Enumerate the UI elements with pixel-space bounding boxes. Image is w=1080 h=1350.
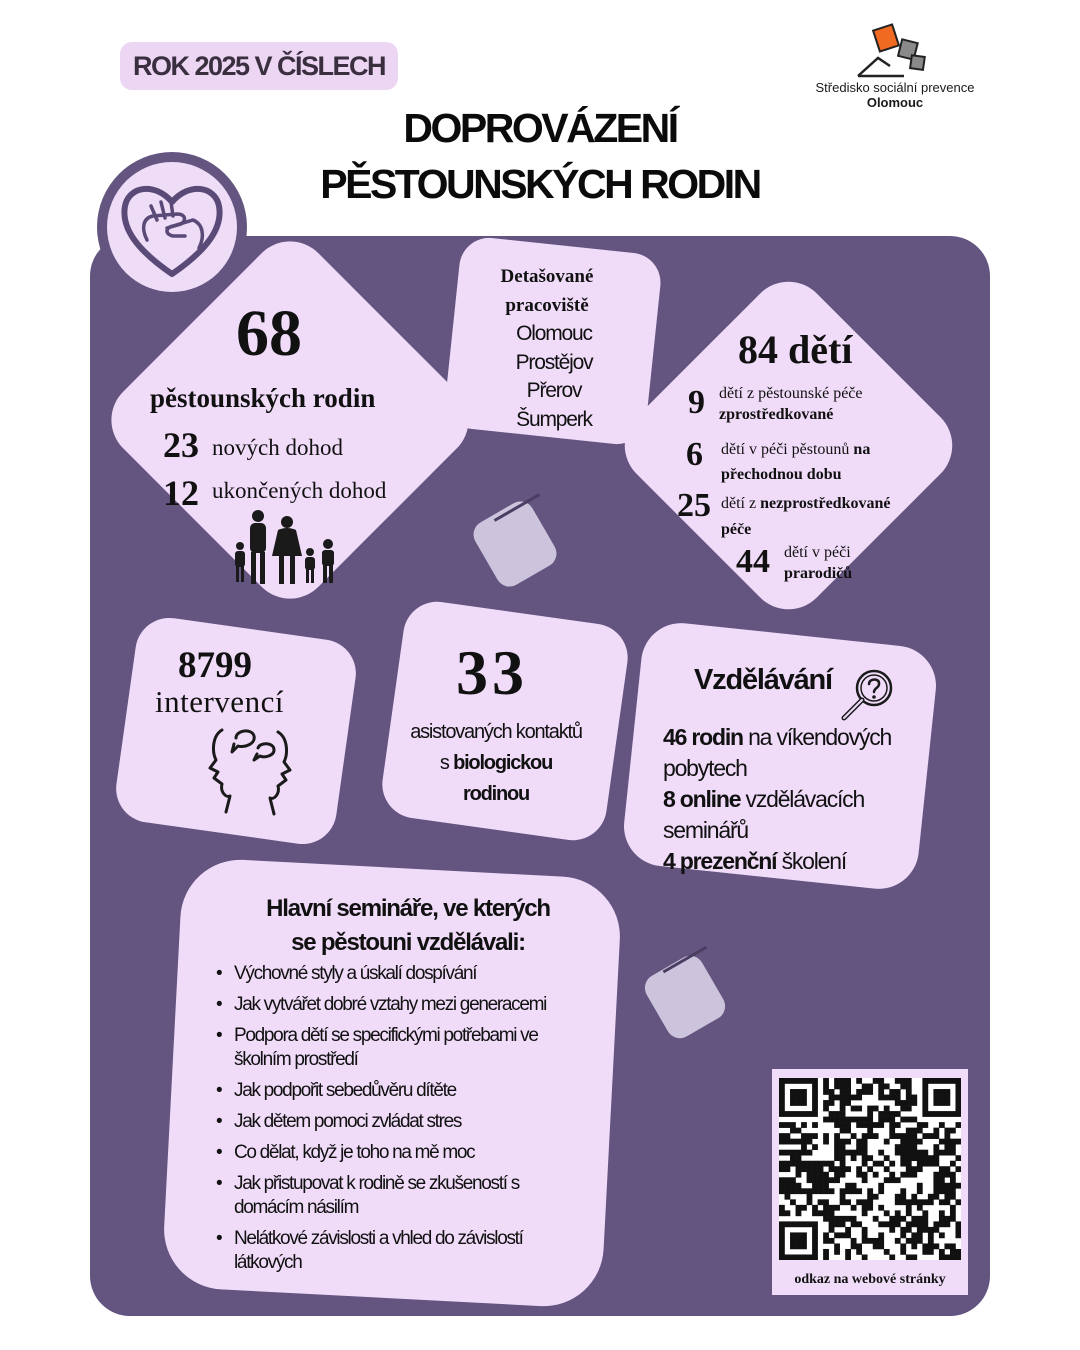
seminar-item: • Jak dětem pomoci zvládat stres <box>214 1110 584 1134</box>
title-line2: PĚSTOUNSKÝCH RODIN <box>320 161 760 207</box>
children-row-num: 44 <box>736 543 770 580</box>
office-item: Olomouc <box>516 322 592 345</box>
education-item-text: školení <box>781 848 847 874</box>
families-label: pěstounských rodin <box>150 383 376 413</box>
new-agreements-label: nových dohod <box>212 435 343 460</box>
office-item: Přerov <box>526 379 582 402</box>
education-item <box>663 784 913 846</box>
interventions-count: 8799 <box>178 645 252 686</box>
organization-logo <box>856 20 936 80</box>
seminar-item: • Nelátkové závislosti a vhled do závislostí látkových <box>214 1227 584 1275</box>
ended-agreements-count: 12 <box>163 473 199 513</box>
seminar-item: • Jak podpořit sebedůvěru dítěte <box>214 1079 584 1103</box>
seminars-list-container <box>214 962 584 1282</box>
offices-heading-line1: Detašované <box>500 266 594 287</box>
seminars-list <box>214 962 584 1275</box>
seminars-title-line1: Hlavní semináře, ve kterých <box>266 895 550 922</box>
seminar-item: • Co dělat, když je toho na mě moc <box>214 1141 584 1165</box>
seminars-title-line2: se pěstouni vzdělávali: <box>291 929 525 956</box>
new-agreements-count: 23 <box>163 425 199 465</box>
children-row-bold: prarodičů <box>784 565 853 582</box>
education-item-text: vzdělávacích seminářů <box>663 786 865 843</box>
families-count: 68 <box>236 297 302 370</box>
qr-code[interactable] <box>779 1078 961 1260</box>
children-row-bold: péče <box>721 521 752 538</box>
seminar-item: • Jak přistupovat k rodině se zkušeností s domácím násilím <box>214 1172 584 1220</box>
contacts-text <box>400 717 592 810</box>
children-row-bold: přechodnou dobu <box>721 466 842 483</box>
education-list <box>663 722 913 877</box>
children-row-label: dětí z <box>721 495 757 512</box>
education-item <box>663 722 913 784</box>
family-silhouette-icon <box>228 508 340 591</box>
children-row-num: 6 <box>686 436 703 473</box>
education-item-bold: 46 rodin <box>663 724 743 750</box>
logo-line2: Olomouc <box>866 95 924 110</box>
education-item-text: na víkendových pobytech <box>663 724 892 781</box>
seminar-item: • Jak vytvářet dobré vztahy mezi generacemi <box>214 993 584 1017</box>
children-row-bold-inline: nezprostředkované <box>760 495 891 512</box>
education-item-bold: 4 prezenční <box>663 848 777 874</box>
office-item: Prostějov <box>515 350 593 374</box>
children-row-text <box>784 542 924 584</box>
contacts-line2-bold: biologickou <box>453 752 553 774</box>
heart-badge-inner <box>107 162 237 292</box>
contacts-line3-bold: rodinou <box>462 783 530 805</box>
children-row-label: dětí z pěstounské péče <box>719 385 863 402</box>
education-item-bold: 8 online <box>663 786 741 812</box>
ended-agreements-label: ukončených dohod <box>212 478 387 503</box>
conversation-faces-icon <box>200 726 300 821</box>
children-row-label: dětí v péči pěstounů <box>721 441 850 458</box>
children-row-text <box>721 437 931 487</box>
children-row-text <box>719 383 929 425</box>
year-tag: ROK 2025 V ČÍSLECH <box>120 42 398 90</box>
contacts-line2-pre: s <box>439 752 449 774</box>
seminar-item: • Výchovné styly a úskalí dospívání <box>214 962 584 986</box>
children-title: 84 dětí <box>738 327 853 372</box>
children-row-label: dětí v péči <box>784 544 851 561</box>
seminar-item: • Podpora dětí se specifickými potřebami ve školním prostředí <box>214 1024 584 1072</box>
qr-code-icon <box>779 1078 961 1260</box>
children-row-num: 25 <box>677 487 711 524</box>
offices-heading-line2: pracoviště <box>505 295 589 316</box>
offices-list <box>474 320 634 434</box>
qr-caption: odkaz na webové stránky <box>794 1272 946 1287</box>
heart-hands-icon <box>107 162 237 292</box>
children-row-bold: zprostředkované <box>719 406 834 423</box>
page-title <box>240 100 840 212</box>
office-item: Šumperk <box>516 407 592 431</box>
education-item <box>663 846 913 877</box>
children-row-num: 9 <box>688 384 705 421</box>
title-line1: DOPROVÁZENÍ <box>403 105 677 151</box>
children-row-bold-inline: na <box>853 441 871 458</box>
contacts-line2 <box>400 748 592 779</box>
interventions-label: intervencí <box>155 684 284 719</box>
children-row-text <box>721 491 951 543</box>
contacts-count: 33 <box>456 637 528 708</box>
logo-line1: Středisko sociální prevence <box>815 80 975 95</box>
logo-icon <box>856 20 936 80</box>
contacts-line1: asistovaných kontaktů <box>410 721 582 743</box>
offices-heading <box>462 262 632 320</box>
education-title: Vzdělávání <box>694 664 832 696</box>
seminars-title <box>238 892 578 960</box>
